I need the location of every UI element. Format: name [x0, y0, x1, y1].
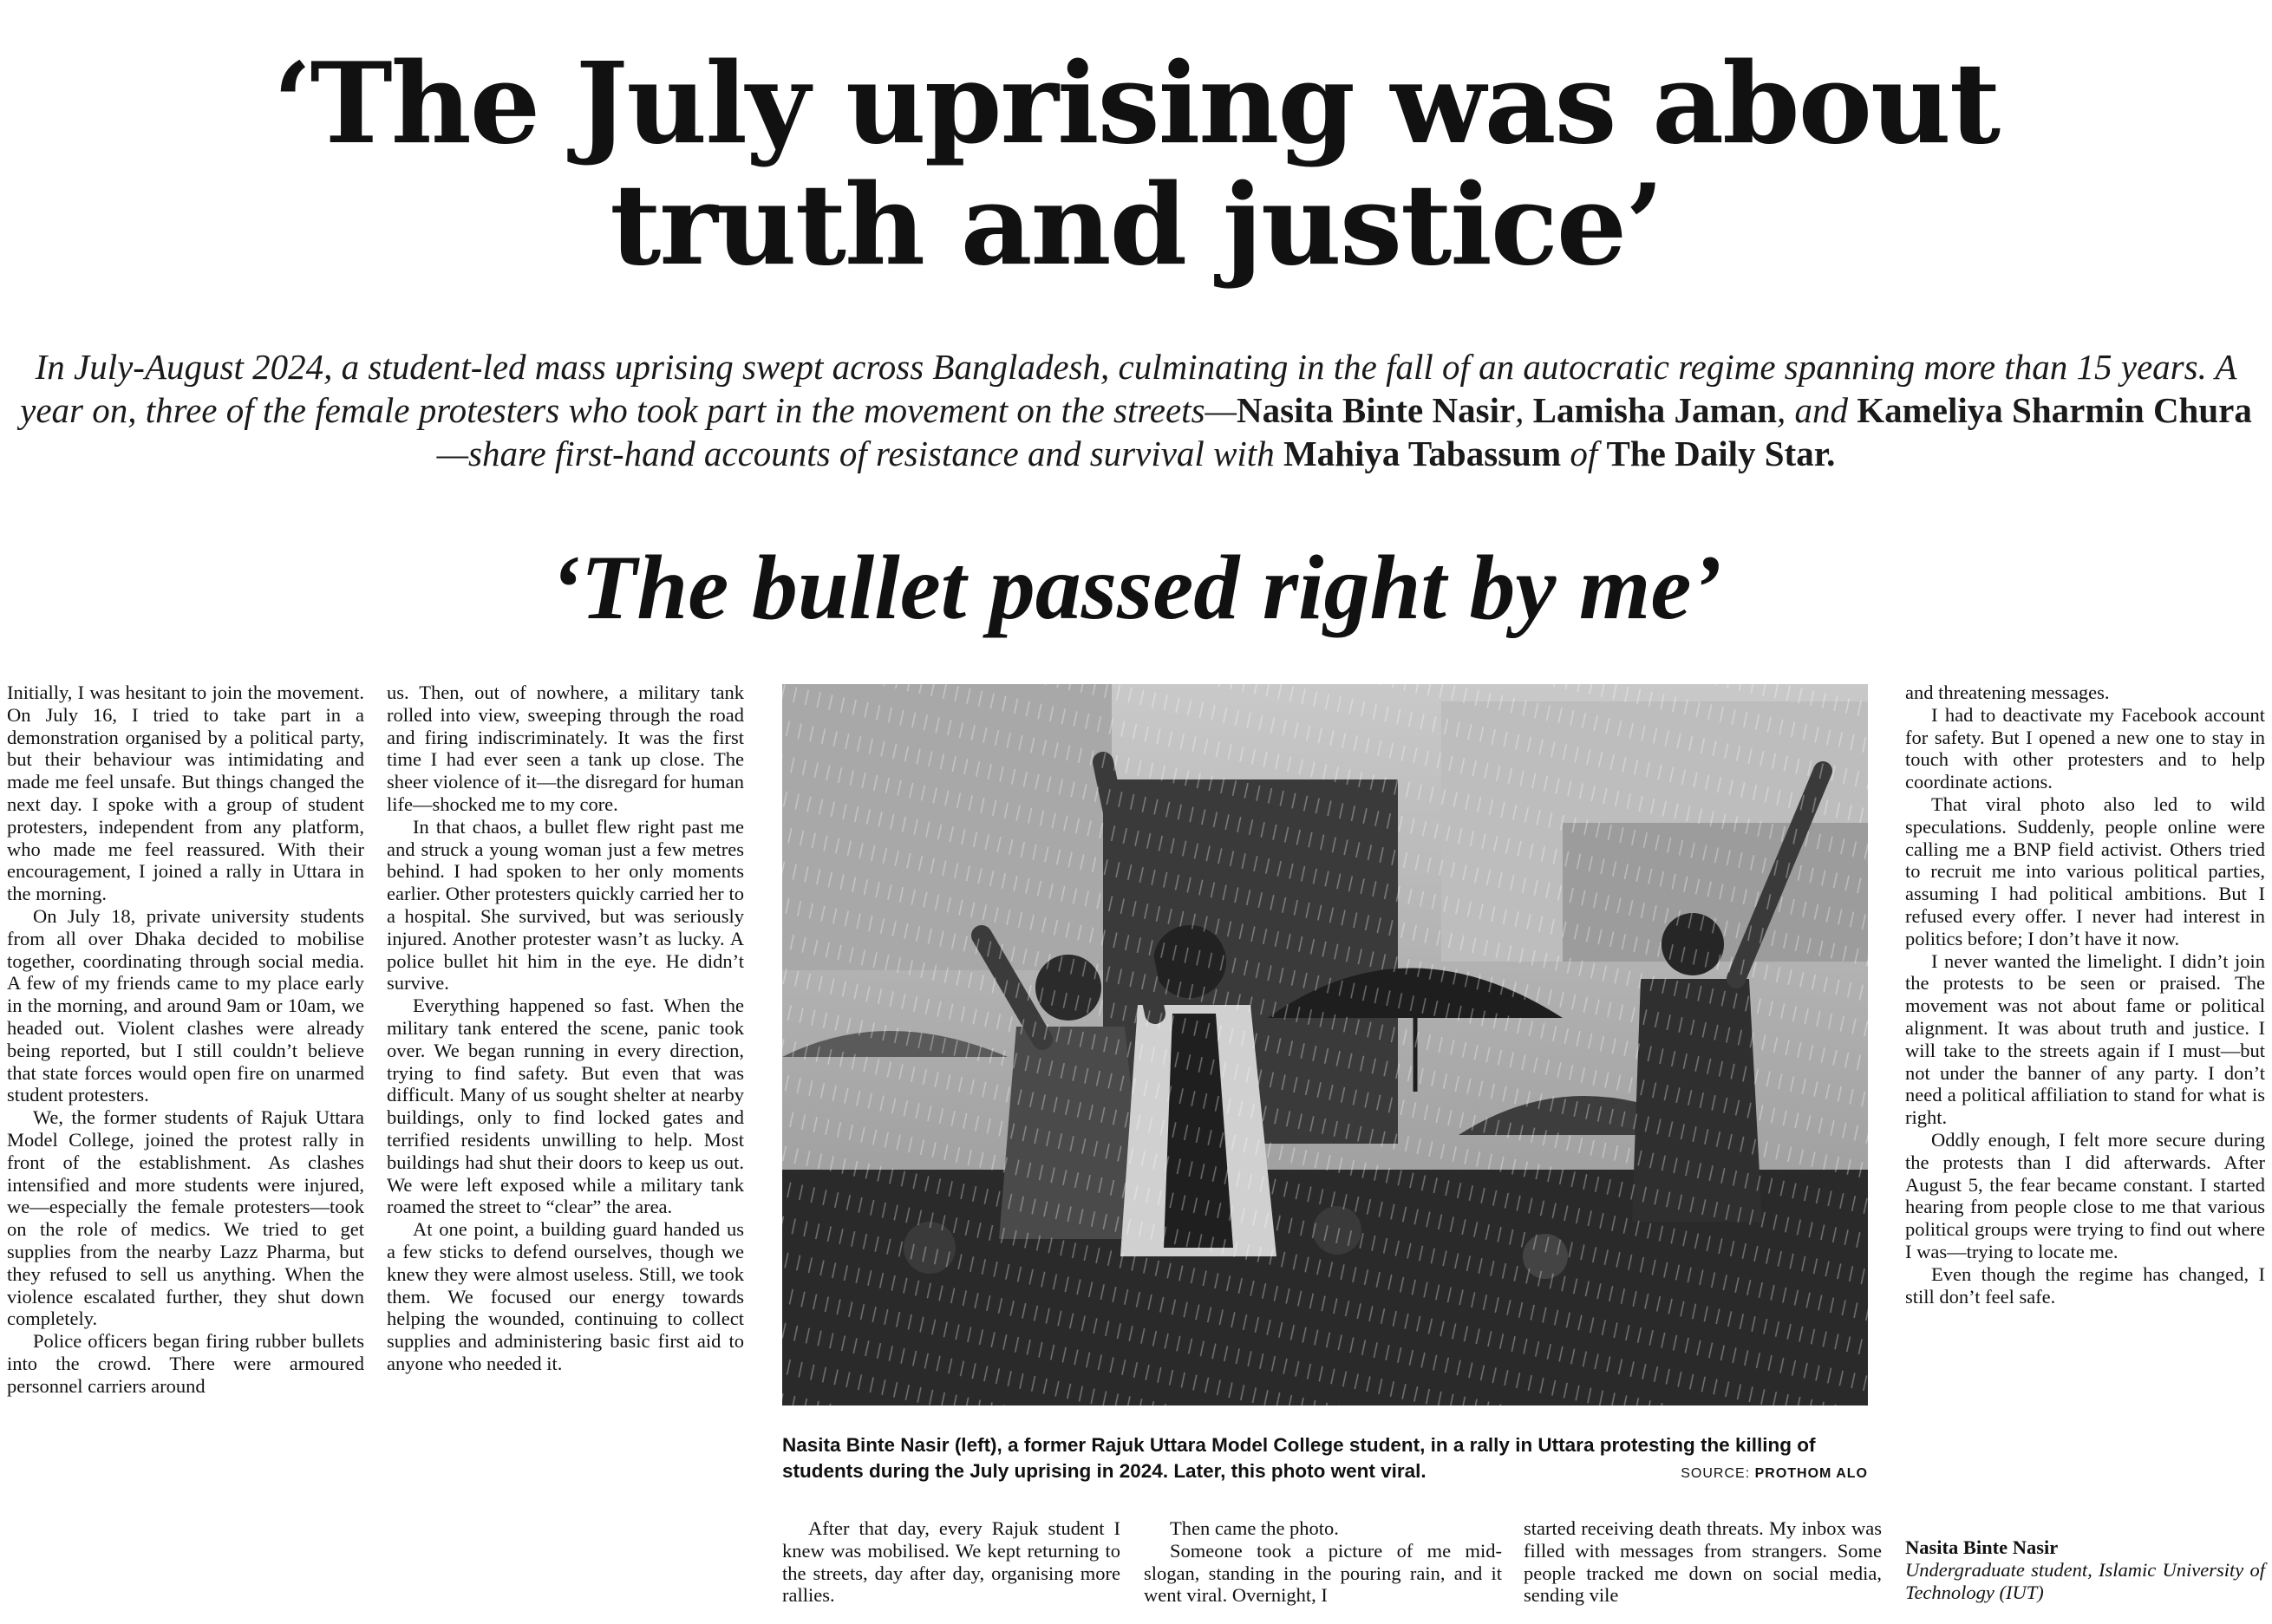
photo-source-label: SOURCE: [1681, 1466, 1751, 1481]
paragraph: We, the former students of Rajuk Uttara Model College, joined the protest rally in front of the establishment. As clashes intensified and more students were injured, we—especially the female protesters—took on the role of medics. We tried to get supplies from the nearby Lazz Pharma, but they refused to sell us anything. When the violence escalated further, they shut down completely. [7, 1106, 364, 1330]
paragraph: Police officers began firing rubber bullets into the crowd. There were armoured personnel carriers around [7, 1330, 364, 1397]
paragraph: Then came the photo. [1170, 1517, 1339, 1539]
standfirst-text-1: In July-August 2024, a student-led mass uprising swept across Bangladesh, culminating in the fall of an autocratic regime spanning more than 15 years. A year on, three of the female protesters who took part in the movement on the streets— [20, 347, 2237, 430]
section-subhead: ‘The bullet passed right by me’ [550, 537, 1722, 638]
article-column-3 [782, 1517, 1120, 1607]
article-column-4 [1144, 1517, 1502, 1607]
paragraph: started receiving death threats. My inbox was filled with messages from strangers. Some people tracked me down on social media, sending vile [1524, 1517, 1882, 1607]
article-column-5 [1524, 1517, 1882, 1607]
protest-photo [782, 684, 1868, 1406]
standfirst-sep-2: , and [1777, 390, 1857, 430]
photo-source-name: PROTHOM ALO [1754, 1466, 1868, 1481]
standfirst-name-lamisha: Lamisha Jaman [1532, 390, 1778, 430]
author-name: Nasita Binte Nasir [1905, 1536, 2059, 1558]
paragraph: On July 18, private university students from all over Dhaka decided to mobilise together, coordinating through social media. A few of my friends came to my place early in the morning, and around 9am or 10am, we headed out. Violent clashes were already being reported, but I still couldn’t believe that state forces would open fire on unarmed student protesters. [7, 904, 364, 1106]
paragraph: I never wanted the limelight. I didn’t join the protests to be seen or praised. The movement was not about fame or political alignment. It was about truth and justice. I will take to the streets again if I must—but not under the banner of any party. I don’t need a political affiliation to stand for what is right. [1905, 949, 2265, 1129]
standfirst-name-nasita: Nasita Binte Nasir [1237, 390, 1516, 430]
author-signature [1905, 1536, 2265, 1604]
paragraph: us. Then, out of nowhere, a military tank rolled into view, sweeping through the road and firing indiscriminately. It was the first time I had ever seen a tank up close. The sheer violence of it—the disregard for human life—shocked me to my core. [387, 682, 744, 815]
article-column-6 [1905, 682, 2265, 1308]
headline-line-1: ‘The July uprising was about [272, 39, 2000, 169]
paragraph: In that chaos, a bullet flew right past me and struck a young woman just a few metres behind. I had spoken to her only moments earlier. Other protesters quickly carried her to a hospital. She survived, but was seriously injured. Another protester wasn’t as lucky. A police bullet hit him in the eye. He didn’t survive. [387, 815, 744, 995]
standfirst-name-kameliya: Kameliya Sharmin Chura [1857, 390, 2252, 430]
paragraph: and threatening messages. [1905, 682, 2110, 703]
paragraph: Initially, I was hesitant to join the movement. On July 16, I tried to take part in a demonstration organised by a political party, but their behaviour was intimidating and made me feel unsafe. But things changed the next day. I spoke with a group of student protesters, independent from any platform, who made me feel reassured. With their encouragement, I joined a rally in Uttara in the morning. [7, 682, 364, 905]
article-column-2 [387, 682, 744, 1375]
paragraph: After that day, every Rajuk student I knew was mobilised. We kept returning to the streets, day after day, organising more rallies. [782, 1517, 1120, 1607]
standfirst-name-mahiya: Mahiya Tabassum [1283, 434, 1562, 473]
standfirst [17, 345, 2255, 475]
standfirst-text-2: —share first-hand accounts of resistance and survival with [436, 434, 1283, 473]
standfirst-sep-1: , [1515, 390, 1533, 430]
paragraph: Even though the regime has changed, I still don’t feel safe. [1905, 1262, 2265, 1308]
paragraph: Everything happened so fast. When the military tank entered the scene, panic took over. We began running in every direction, trying to find safety. But even that was difficult. Many of us sought shelter at nearby buildings, only to find locked gates and terrified residents unwilling to help. Most buildings had shut their doors to keep us out. We were left exposed while a military tank roamed the street to “clear” the area. [387, 995, 744, 1218]
protest-photo-illustration [782, 684, 1868, 1406]
paragraph: At one point, a building guard handed us a few sticks to defend ourselves, though we knew they were almost useless. Still, we took them. We focused our energy towards helping the wounded, continuing to collect supplies and administering basic first aid to anyone who needed it. [387, 1218, 744, 1374]
standfirst-text-3: of [1561, 434, 1607, 473]
standfirst-publication: The Daily Star. [1606, 434, 1836, 473]
headline-line-2: truth and justice’ [610, 160, 1662, 290]
paragraph: That viral photo also led to wild speculations. Suddenly, people online were calling me a BNP field activist. Others tried to recruit me into various political parties, assuming I had political ambitions. But I refused every offer. I never had interest in politics before; I don’t have it now. [1905, 792, 2265, 949]
paragraph: Someone took a picture of me mid-slogan, standing in the pouring rain, and it went viral. Overnight, I [1144, 1539, 1502, 1607]
author-role: Undergraduate student, Islamic University of Technology (IUT) [1905, 1559, 2265, 1603]
paragraph: Oddly enough, I felt more secure during the protests than I did afterwards. After August 5, the fear became constant. I started hearing from people close to me that various political groups were trying to find out where I was—trying to locate me. [1905, 1128, 2265, 1262]
photo-source [1622, 1464, 1868, 1484]
headline [0, 39, 2272, 290]
paragraph: I had to deactivate my Facebook account for safety. But I opened a new one to stay in touch with other protesters and to help coordinate actions. [1905, 703, 2265, 793]
photo-caption: Nasita Binte Nasir (left), a former Rajuk Uttara Model College student, in a rally in Uttara protesting the killing of students during the July uprising in 2024. Later, this photo went viral. [782, 1434, 1816, 1482]
article-column-1 [7, 682, 364, 1398]
